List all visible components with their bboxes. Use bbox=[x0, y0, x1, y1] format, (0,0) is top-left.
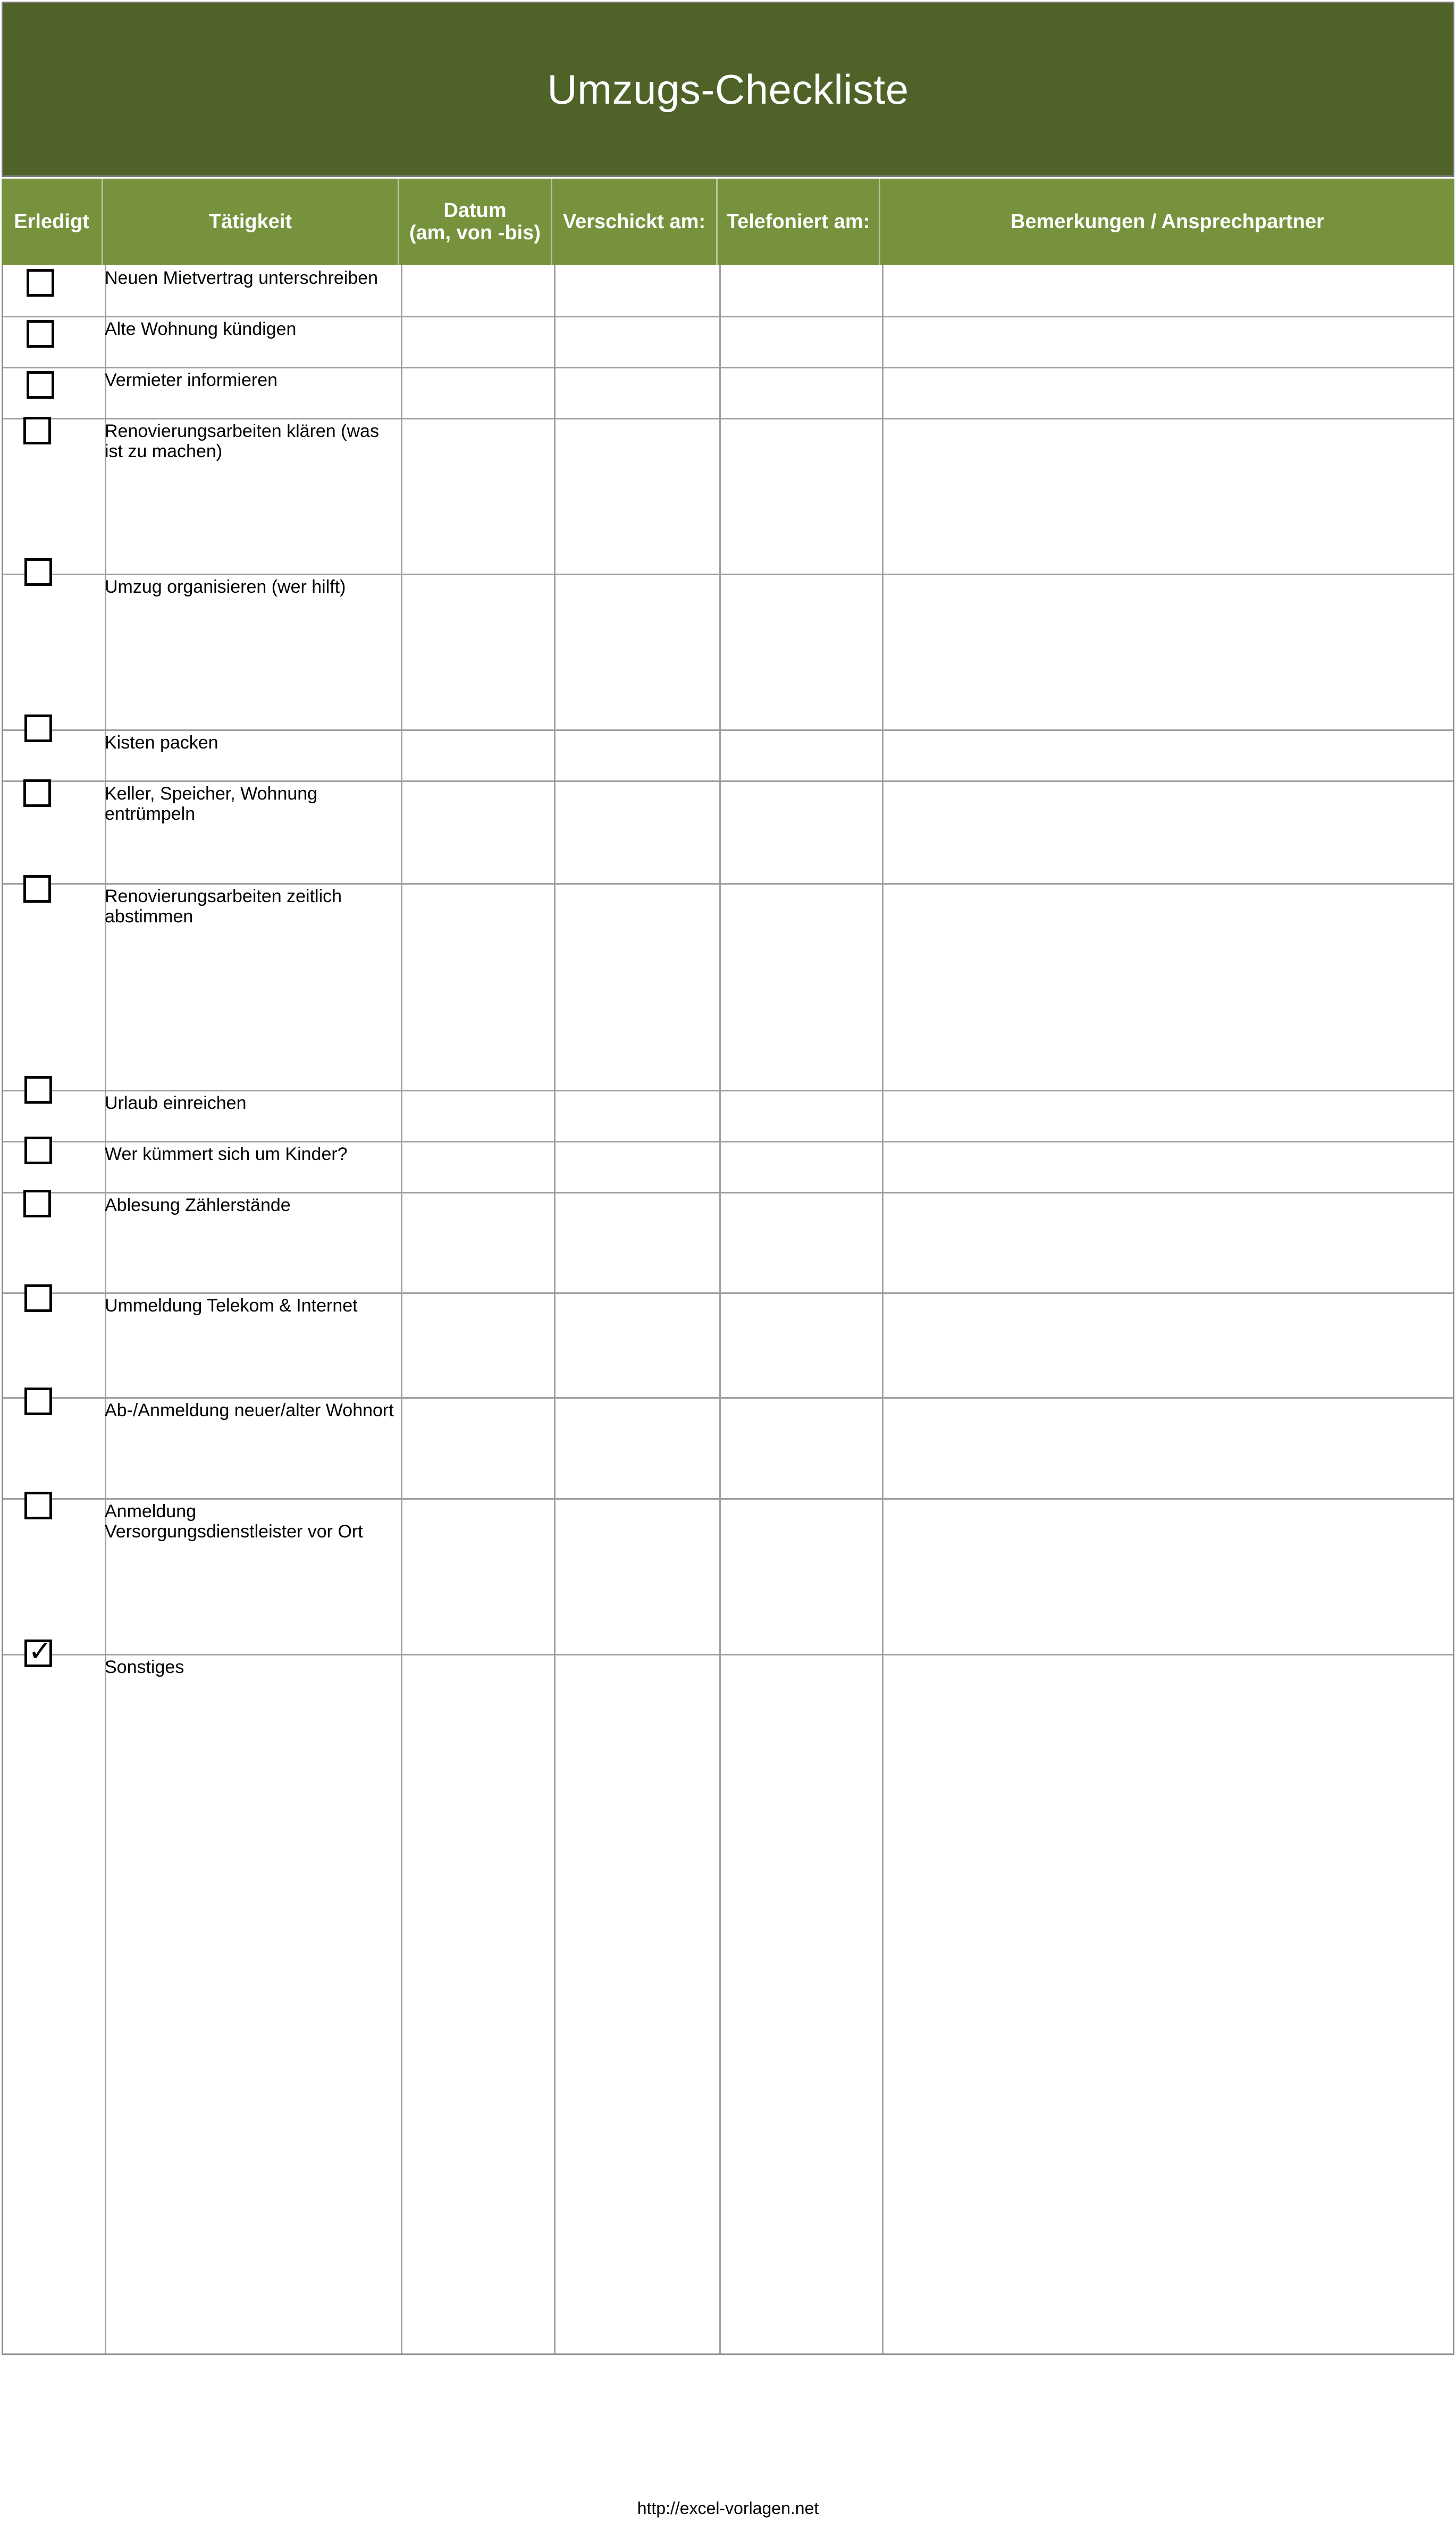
table-header-row bbox=[2, 179, 1454, 265]
cell-bemerkungen[interactable] bbox=[883, 266, 1454, 316]
cell-telefoniert[interactable] bbox=[721, 1655, 882, 2353]
checkbox-unchecked[interactable] bbox=[23, 1190, 51, 1217]
cell-telefoniert[interactable] bbox=[721, 368, 882, 418]
cell-telefoniert[interactable] bbox=[721, 1399, 882, 1498]
cell-verschickt[interactable] bbox=[556, 266, 719, 316]
task-label: Ab-/Anmeldung neuer/alter Wohnort bbox=[105, 1400, 394, 1420]
cell-verschickt[interactable] bbox=[556, 1500, 719, 1654]
cell-verschickt[interactable] bbox=[556, 1142, 719, 1192]
cell-datum[interactable] bbox=[402, 1655, 554, 2353]
cell-verschickt[interactable] bbox=[556, 782, 719, 883]
cell-verschickt[interactable] bbox=[556, 1655, 719, 2353]
task-label: Ablesung Zählerstände bbox=[105, 1195, 291, 1215]
cell-bemerkungen[interactable] bbox=[883, 1294, 1454, 1397]
task-label: Alte Wohnung kündigen bbox=[105, 319, 297, 339]
column-header-erledigt: Erledigt bbox=[2, 179, 103, 265]
task-label: Umzug organisieren (wer hilft) bbox=[105, 577, 346, 597]
cell-datum[interactable] bbox=[402, 731, 554, 780]
checkbox-unchecked[interactable] bbox=[23, 875, 51, 903]
checkbox-unchecked[interactable] bbox=[24, 1076, 52, 1104]
cell-verschickt[interactable] bbox=[556, 731, 719, 780]
cell-bemerkungen[interactable] bbox=[883, 317, 1454, 367]
cell-datum[interactable] bbox=[402, 885, 554, 1090]
cell-bemerkungen[interactable] bbox=[883, 731, 1454, 780]
cell-datum[interactable] bbox=[402, 1193, 554, 1292]
cell-datum[interactable] bbox=[402, 1294, 554, 1397]
cell-datum[interactable] bbox=[402, 419, 554, 574]
task-label: Vermieter informieren bbox=[105, 370, 278, 390]
cell-verschickt[interactable] bbox=[556, 317, 719, 367]
cell-datum[interactable] bbox=[402, 1091, 554, 1141]
task-label: Kisten packen bbox=[105, 733, 218, 753]
task-label: Wer kümmert sich um Kinder? bbox=[105, 1144, 348, 1164]
checklist-sheet bbox=[2, 2, 1454, 2355]
column-header-datum: Datum (am, von -bis) bbox=[399, 179, 552, 265]
cell-verschickt[interactable] bbox=[556, 575, 719, 729]
footer-url[interactable]: http://excel-vorlagen.net bbox=[637, 2499, 819, 2518]
checkmark-icon: ✓ bbox=[28, 1634, 53, 1668]
task-label: Keller, Speicher, Wohnung entrümpeln bbox=[105, 784, 318, 824]
cell-bemerkungen[interactable] bbox=[883, 1399, 1454, 1498]
cell-bemerkungen[interactable] bbox=[883, 368, 1454, 418]
cell-telefoniert[interactable] bbox=[721, 266, 882, 316]
cell-datum[interactable] bbox=[402, 317, 554, 367]
cell-datum[interactable] bbox=[402, 1142, 554, 1192]
checkbox-unchecked[interactable] bbox=[27, 371, 54, 399]
cell-bemerkungen[interactable] bbox=[883, 1142, 1454, 1192]
cell-bemerkungen[interactable] bbox=[883, 1091, 1454, 1141]
cell-bemerkungen[interactable] bbox=[883, 1655, 1454, 2353]
checklist-table bbox=[2, 265, 1454, 2355]
column-header-telefoniert: Telefoniert am: bbox=[718, 179, 880, 265]
checkbox-unchecked[interactable] bbox=[24, 1284, 52, 1312]
cell-verschickt[interactable] bbox=[556, 368, 719, 418]
cell-datum[interactable] bbox=[402, 368, 554, 418]
cell-telefoniert[interactable] bbox=[721, 1294, 882, 1397]
cell-bemerkungen[interactable] bbox=[883, 1500, 1454, 1654]
cell-verschickt[interactable] bbox=[556, 419, 719, 574]
checkbox-checked[interactable] bbox=[24, 1634, 53, 1668]
checkbox-unchecked[interactable] bbox=[24, 1492, 52, 1519]
cell-telefoniert[interactable] bbox=[721, 317, 882, 367]
task-label: Anmeldung Versorgungsdienstleister vor Ort bbox=[105, 1501, 363, 1542]
checkbox-unchecked[interactable] bbox=[24, 1388, 52, 1415]
cell-bemerkungen[interactable] bbox=[883, 419, 1454, 574]
cell-datum[interactable] bbox=[402, 575, 554, 729]
checkbox-unchecked[interactable] bbox=[24, 1137, 52, 1164]
cell-bemerkungen[interactable] bbox=[883, 575, 1454, 729]
checkbox-unchecked[interactable] bbox=[24, 714, 52, 742]
checkbox-unchecked[interactable] bbox=[23, 779, 51, 807]
cell-datum[interactable] bbox=[402, 266, 554, 316]
checkbox-unchecked[interactable] bbox=[27, 269, 54, 297]
task-label: Neuen Mietvertrag unterschreiben bbox=[105, 268, 378, 288]
task-label: Renovierungsarbeiten zeitlich abstimmen bbox=[105, 886, 342, 927]
cell-verschickt[interactable] bbox=[556, 1193, 719, 1292]
task-label: Urlaub einreichen bbox=[105, 1093, 247, 1113]
title-bar bbox=[2, 2, 1454, 177]
checkbox-unchecked[interactable] bbox=[23, 417, 51, 444]
cell-bemerkungen[interactable] bbox=[883, 782, 1454, 883]
cell-telefoniert[interactable] bbox=[721, 885, 882, 1090]
cell-telefoniert[interactable] bbox=[721, 1142, 882, 1192]
cell-verschickt[interactable] bbox=[556, 885, 719, 1090]
cell-verschickt[interactable] bbox=[556, 1091, 719, 1141]
cell-telefoniert[interactable] bbox=[721, 782, 882, 883]
checkbox-unchecked[interactable] bbox=[27, 320, 54, 348]
cell-bemerkungen[interactable] bbox=[883, 885, 1454, 1090]
cell-datum[interactable] bbox=[402, 1399, 554, 1498]
column-header-verschickt: Verschickt am: bbox=[552, 179, 718, 265]
cell-bemerkungen[interactable] bbox=[883, 1193, 1454, 1292]
cell-datum[interactable] bbox=[402, 1500, 554, 1654]
cell-datum[interactable] bbox=[402, 782, 554, 883]
cell-verschickt[interactable] bbox=[556, 1294, 719, 1397]
column-header-taetigkeit: Tätigkeit bbox=[103, 179, 399, 265]
cell-telefoniert[interactable] bbox=[721, 419, 882, 574]
column-header-bemerkungen: Bemerkungen / Ansprechpartner bbox=[1011, 211, 1324, 233]
cell-telefoniert[interactable] bbox=[721, 575, 882, 729]
cell-telefoniert[interactable] bbox=[721, 1500, 882, 1654]
task-label: Ummeldung Telekom & Internet bbox=[105, 1296, 358, 1316]
task-label: Renovierungsarbeiten klären (was ist zu machen) bbox=[105, 421, 379, 461]
page-title: Umzugs-Checkliste bbox=[547, 65, 909, 113]
cell-verschickt[interactable] bbox=[556, 1399, 719, 1498]
checkbox-unchecked[interactable] bbox=[24, 558, 52, 586]
cell-telefoniert[interactable] bbox=[721, 731, 882, 780]
task-label: Sonstiges bbox=[105, 1657, 184, 1677]
cell-telefoniert[interactable] bbox=[721, 1091, 882, 1141]
cell-telefoniert[interactable] bbox=[721, 1193, 882, 1292]
